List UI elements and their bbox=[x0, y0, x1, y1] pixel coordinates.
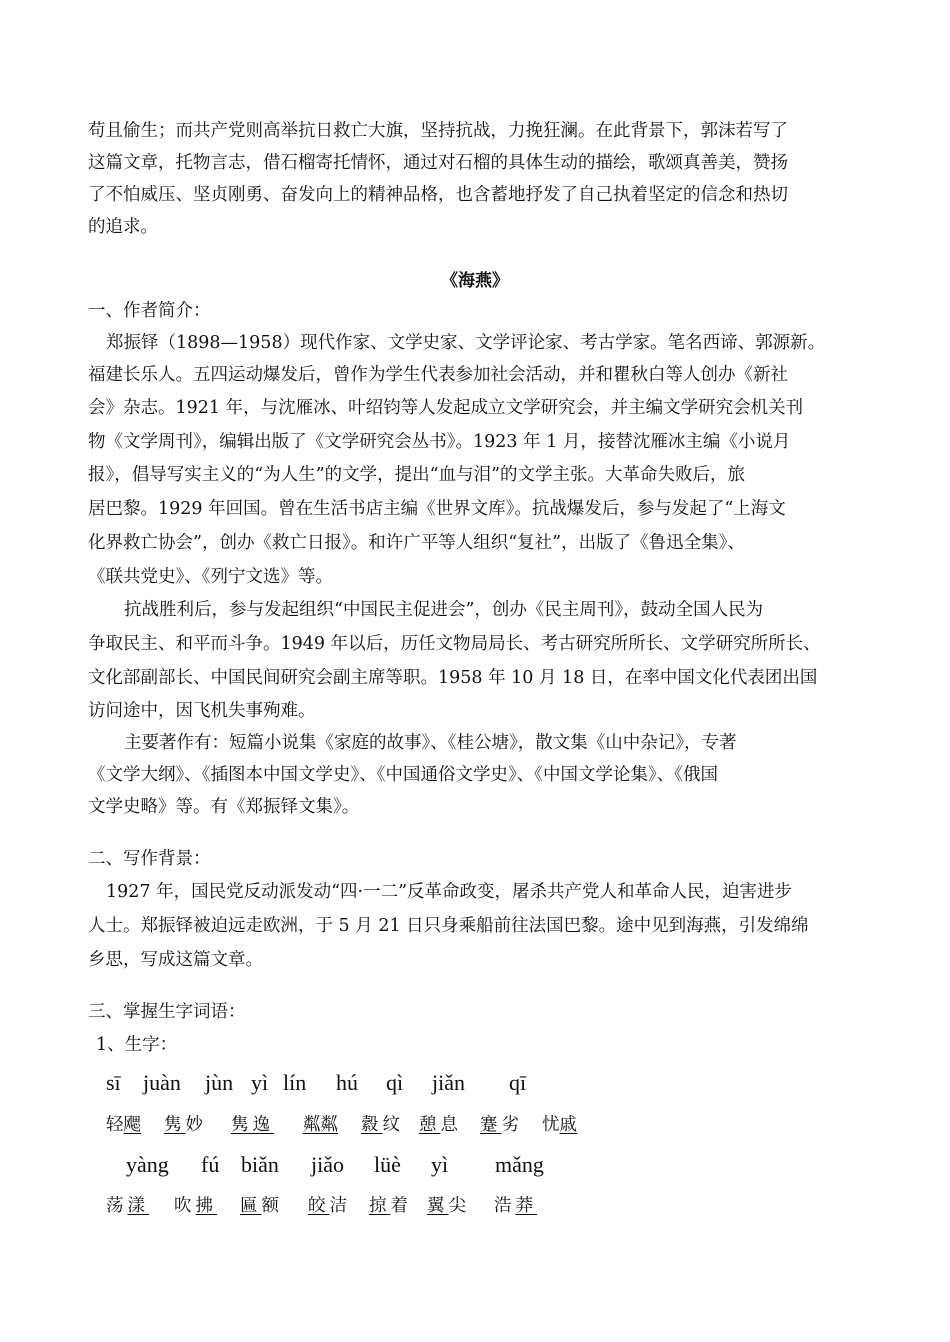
vocab-word: 匾额 bbox=[240, 1196, 283, 1216]
vocab-word: 忧戚 bbox=[542, 1115, 577, 1135]
pinyin: yì bbox=[251, 1070, 269, 1095]
vocab-word: 荡漾 bbox=[106, 1196, 149, 1216]
paragraph-line: 抗战胜利后，参与发起组织“中国民主促进会”，创办《民主周刊》，鼓动全国人民为 bbox=[124, 600, 764, 620]
paragraph-line: 争取民主、和平而斗争。1949 年以后，历任文物局局长、考古研究所所长、文学研究所所长、 bbox=[88, 634, 821, 654]
vocab-word: 吹拂 bbox=[174, 1196, 217, 1216]
vocab-word: 浩莽 bbox=[494, 1196, 537, 1216]
pinyin: jiǎn bbox=[432, 1070, 465, 1095]
pinyin: qī bbox=[509, 1070, 527, 1095]
paragraph-line: 郑振铎（1898—1958）现代作家、文学史家、文学评论家、考古学家。笔名西谛、郭源新。 bbox=[106, 333, 826, 353]
vocab-word: 縠纹 bbox=[361, 1115, 404, 1135]
paragraph-line: 乡思，写成这篇文章。 bbox=[88, 950, 263, 970]
paragraph-line: 会》杂志。1921 年，与沈雁冰、叶绍钧等人发起成立文学研究会，并主编文学研究会机关刊 bbox=[88, 398, 804, 418]
pinyin: mǎng bbox=[495, 1152, 544, 1177]
pinyin: juàn bbox=[143, 1070, 181, 1095]
vocab-word: 蹇劣 bbox=[480, 1115, 523, 1135]
paragraph-line: 主要著作有：短篇小说集《家庭的故事》、《桂公塘》，散文集《山中杂记》，专著 bbox=[124, 733, 737, 753]
subheading: 1、生字： bbox=[96, 1035, 178, 1055]
paragraph-line: 居巴黎。1929 年回国。曾在生活书店主编《世界文库》。抗战爆发后，参与发起了“上海文 bbox=[88, 499, 786, 519]
vocab-word: 掠着 bbox=[369, 1196, 412, 1216]
pinyin: qì bbox=[386, 1070, 404, 1095]
pinyin: lín bbox=[283, 1070, 307, 1095]
paragraph-line: 文化部副部长、中国民间研究会副主席等职。1958 年 10 月 18 日，在率中国文化代表团出国 bbox=[88, 668, 818, 688]
pinyin: yì bbox=[431, 1152, 449, 1177]
pinyin: jiǎo bbox=[311, 1152, 344, 1177]
paragraph-line: 化界救亡协会”，创办《救亡日报》。和许广平等人组织“复社”，出版了《鲁迅全集》、 bbox=[88, 533, 745, 553]
pinyin: biǎn bbox=[241, 1152, 279, 1177]
pinyin: yàng bbox=[126, 1152, 169, 1177]
intro-line: 了不怕威压、坚贞刚勇、奋发向上的精神品格，也含蓄地抒发了自己执着坚定的信念和热切 bbox=[88, 185, 788, 205]
intro-line: 这篇文章，托物言志，借石榴寄托情怀，通过对石榴的具体生动的描绘，歌颂真善美，赞扬 bbox=[88, 153, 788, 173]
paragraph-line: 报》，倡导写实主义的“为人生”的文学，提出“血与泪”的文学主张。大革命失败后，旅 bbox=[88, 465, 746, 485]
intro-line: 的追求。 bbox=[88, 217, 158, 237]
intro-line: 苟且偷生；而共产党则高举抗日救亡大旗，坚持抗战，力挽狂澜。在此背景下，郭沫若写了 bbox=[88, 121, 788, 141]
pinyin: jùn bbox=[205, 1070, 234, 1095]
paragraph-line: 物《文学周刊》，编辑出版了《文学研究会丛书》。1923 年 1 月，接替沈雁冰主编《小说月 bbox=[88, 432, 791, 452]
vocab-word: 皎洁 bbox=[308, 1196, 351, 1216]
section-heading: 二、写作背景： bbox=[88, 849, 211, 869]
vocab-word: 轻飔 bbox=[106, 1115, 141, 1135]
paragraph-line: 人士。郑振铎被迫远走欧洲，于 5 月 21 日只身乘船前往法国巴黎。途中见到海燕，引发绵绵 bbox=[88, 916, 809, 936]
paragraph-line: 访问途中，因飞机失事殉难。 bbox=[88, 701, 316, 721]
pinyin: hú bbox=[336, 1070, 358, 1095]
pinyin: lüè bbox=[374, 1152, 401, 1177]
section-heading: 一、作者简介： bbox=[88, 301, 211, 321]
section-heading: 三、掌握生字词语： bbox=[88, 1002, 246, 1022]
paragraph-line: 文学史略》等。有《郑振铎文集》。 bbox=[88, 797, 360, 817]
vocab-word: 翼尖 bbox=[427, 1196, 470, 1216]
pinyin: sī bbox=[106, 1070, 121, 1095]
pinyin: fú bbox=[201, 1152, 220, 1177]
paragraph-line: 1927 年，国民党反动派发动“四·一二”反革命政变，屠杀共产党人和革命人民，迫害进步 bbox=[106, 882, 793, 902]
paragraph-line: 福建长乐人。五四运动爆发后，曾作为学生代表参加社会活动，并和瞿秋白等人创办《新社 bbox=[88, 365, 788, 385]
paragraph-line: 《联共党史》、《列宁文选》等。 bbox=[88, 567, 333, 587]
vocab-word: 粼粼 bbox=[303, 1115, 338, 1135]
vocab-word: 隽妙 bbox=[164, 1115, 207, 1135]
paragraph-line: 《文学大纲》、《插图本中国文学史》、《中国通俗文学史》、《中国文学论集》、《俄国 bbox=[88, 765, 718, 785]
vocab-word: 憩息 bbox=[419, 1115, 462, 1135]
section-title: 《海燕》 bbox=[441, 271, 509, 291]
vocab-word: 隽逸 bbox=[231, 1115, 274, 1135]
